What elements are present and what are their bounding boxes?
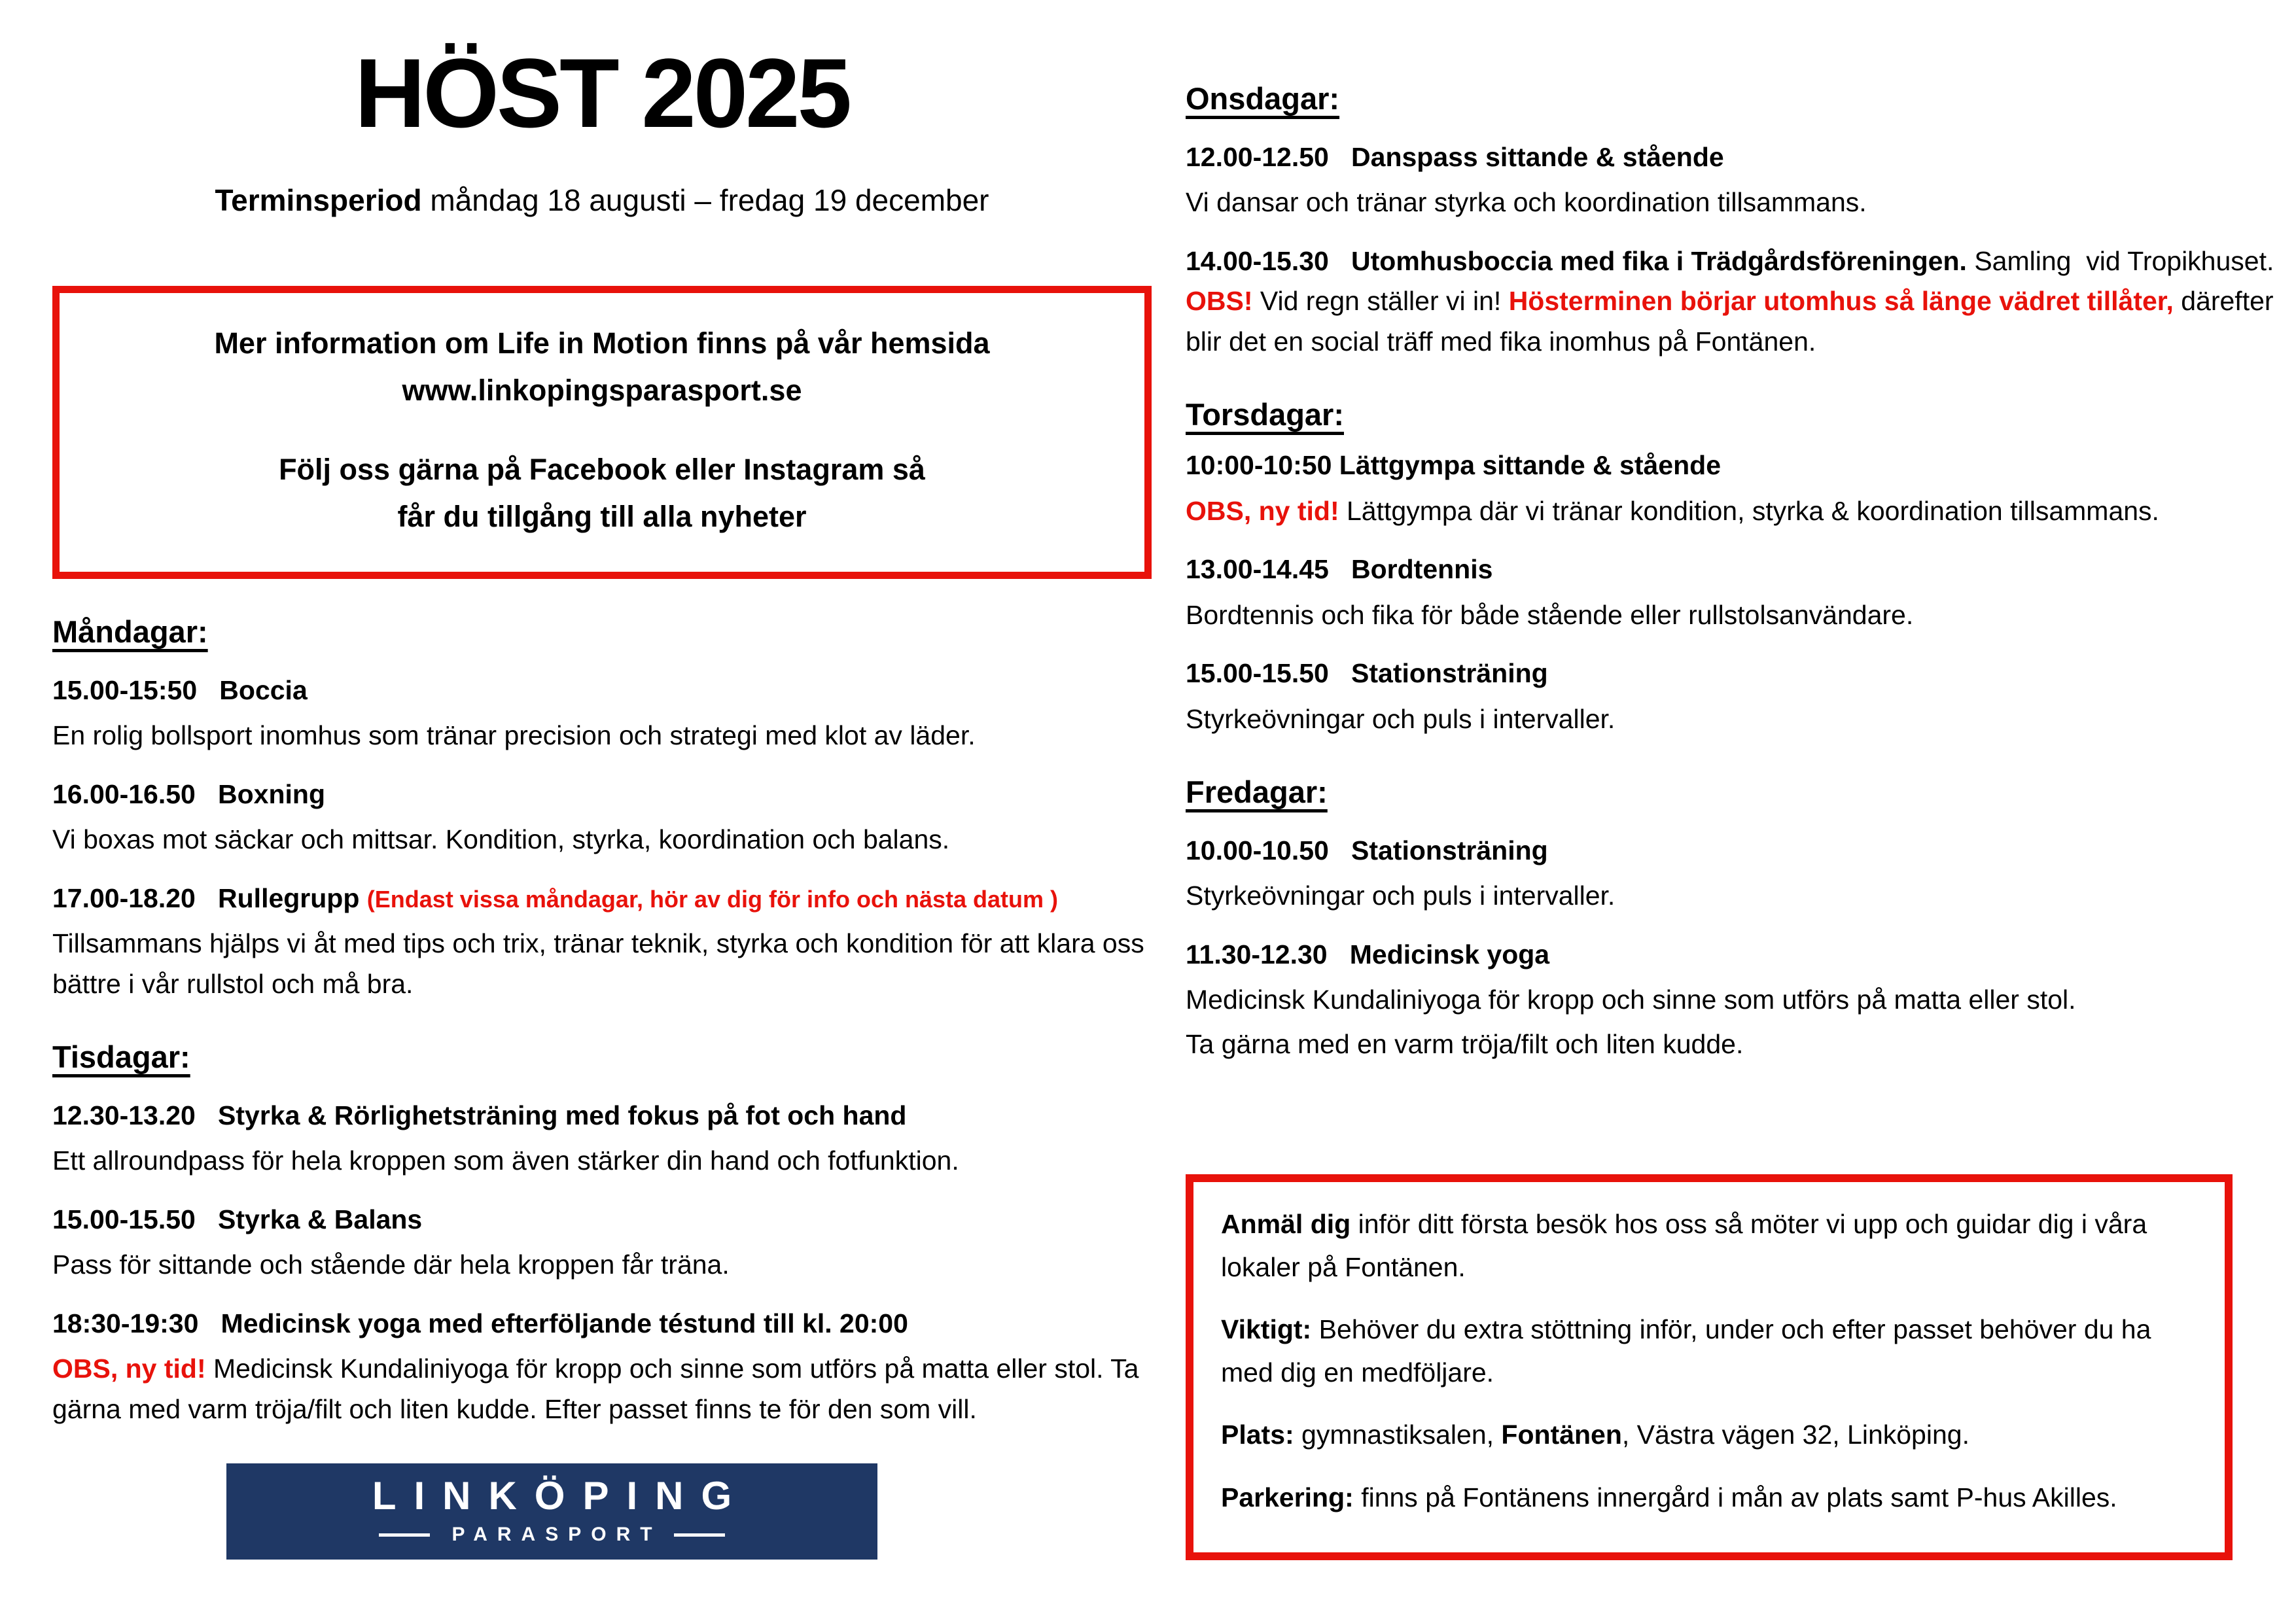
- signup-box: [1186, 1174, 2233, 1560]
- heading-thursday: Torsdagar:: [1186, 397, 1344, 432]
- heading-monday: Måndagar:: [52, 614, 208, 649]
- signup-register-text: inför ditt första besök hos oss så möter vi upp och guidar dig i våra lokaler på Fontänen.: [1221, 1209, 2155, 1282]
- wednesday-entry-2-red-note: Hösterminen börjar utomhus så länge vädret tillåter,: [1508, 286, 2174, 317]
- thursday-entry-2-head: 13.00-14.45 Bordtennis: [1186, 554, 1493, 585]
- wednesday-entry-1-head: 12.00-12.50 Danspass sittande & stående: [1186, 141, 1724, 172]
- term-label: Terminsperiod: [215, 183, 422, 217]
- term-period: [52, 181, 1152, 220]
- logo-dash-left: [379, 1533, 430, 1537]
- heading-wednesday: Onsdagar:: [1186, 81, 1340, 116]
- signup-important: [1221, 1308, 2197, 1394]
- monday-entry-3-desc: Tillsammans hjälps vi åt med tips och trix, tränar teknik, styrka och kondition för att klara oss bättre i vår rullstol och må bra.: [52, 928, 1152, 999]
- monday-entry-2-desc: Vi boxas mot säckar och mittsar. Kondition, styrka, koordination och balans.: [52, 824, 950, 855]
- signup-parking: [1221, 1476, 2197, 1520]
- obs-label: OBS!: [1186, 286, 1253, 317]
- wednesday-entry-1-desc: Vi dansar och tränar styrka och koordination tillsammans.: [1186, 187, 1867, 218]
- wednesday-entry-2-text-3: därefter blir det en social träff med fika inomhus på Fontänen.: [1186, 286, 2281, 357]
- wednesday-entry-2: [1186, 241, 2285, 362]
- friday-entry-2-desc-line-2: Ta gärna med en varm tröja/filt och liten kudde.: [1186, 1028, 1744, 1059]
- signup-register: [1221, 1203, 2197, 1289]
- signup-location-text-2: , Västra vägen 32, Linköping.: [1621, 1420, 1969, 1450]
- wednesday-entry-2-head: 14.00-15.30 Utomhusboccia med fika i Trädgårdsföreningen.: [1186, 245, 1967, 276]
- thursday-entry-1-desc: [1186, 491, 2285, 532]
- page-title: HÖST 2025: [354, 38, 850, 148]
- thursday-entry-3-desc: Styrkeövningar och puls i intervaller.: [1186, 703, 1616, 734]
- tuesday-entry-3-head: 18:30-19:30 Medicinsk yoga med efterföljande téstund till kl. 20:00: [52, 1308, 908, 1338]
- obs-ny-tid-label: OBS, ny tid!: [52, 1353, 206, 1384]
- friday-entry-1-head: 10.00-10.50 Stationsträning: [1186, 835, 1548, 865]
- logo-parasport-label: PARASPORT: [451, 1524, 662, 1545]
- tuesday-entry-3-desc-text: Medicinsk Kundaliniyoga för kropp och sinne som utförs på matta eller stol. Ta gärna med varm tröja/filt och liten kudde. Efter passet finns te för den som vill.: [52, 1353, 1146, 1424]
- obs-ny-tid-label: OBS, ny tid!: [1186, 495, 1339, 526]
- term-dates: måndag 18 augusti – fredag 19 december: [421, 183, 989, 217]
- info-line-4: får du tillgång till alla nyheter: [397, 500, 807, 534]
- thursday-entry-1-desc-text: Lättgympa där vi tränar kondition, styrka & koordination tillsammans.: [1339, 495, 2159, 526]
- friday-entry-2-head: 11.30-12.30 Medicinsk yoga: [1186, 939, 1550, 969]
- heading-tuesday: Tisdagar:: [52, 1039, 190, 1075]
- wednesday-entry-2-text-2: Vid regn ställer vi in!: [1252, 286, 1509, 317]
- friday-entry-2-desc-line-1: Medicinsk Kundaliniyoga för kropp och sinne som utförs på matta eller stol.: [1186, 985, 2076, 1015]
- tuesday-entry-2-desc: Pass för sittande och stående där hela kroppen får träna.: [52, 1249, 730, 1280]
- tuesday-entry-1-head: 12.30-13.20 Styrka & Rörlighetsträning med fokus på fot och hand: [52, 1100, 907, 1130]
- monday-entry-2-head: 16.00-16.50 Boxning: [52, 778, 326, 809]
- wednesday-entry-2-text-1: Samling vid Tropikhuset.: [1966, 245, 2282, 276]
- monday-entry-3-head: [52, 879, 1152, 919]
- tuesday-entry-2-head: 15.00-15.50 Styrka & Balans: [52, 1204, 423, 1234]
- monday-entry-3-note: (Endast vissa måndagar, hör av dig för info och nästa datum ): [366, 885, 1058, 913]
- thursday-entry-3-head: 15.00-15.50 Stationsträning: [1186, 658, 1548, 689]
- info-line-1: Mer information om Life in Motion finns på vår hemsida: [214, 326, 990, 360]
- signup-location: [1221, 1414, 2197, 1457]
- info-line-3: Följ oss gärna på Facebook eller Instagram så: [279, 452, 925, 486]
- info-website: www.linkopingsparasport.se: [402, 374, 802, 408]
- logo-dash-right: [674, 1533, 725, 1537]
- monday-entry-1-head: 15.00-15:50 Boccia: [52, 674, 308, 705]
- linkoping-parasport-logo: [226, 1463, 877, 1560]
- signup-location-venue: Fontänen: [1501, 1420, 1622, 1450]
- signup-important-text: Behöver du extra stöttning inför, under och efter passet behöver du ha med dig en medföljare.: [1221, 1314, 2159, 1387]
- signup-important-label: Viktigt:: [1221, 1314, 1312, 1345]
- thursday-entry-1-head: 10:00-10:50 Lättgympa sittande & stående: [1186, 450, 1721, 481]
- signup-register-label: Anmäl dig: [1221, 1209, 1351, 1239]
- monday-entry-1-desc: En rolig bollsport inomhus som tränar precision och strategi med klot av läder.: [52, 720, 976, 751]
- signup-location-label: Plats:: [1221, 1420, 1294, 1450]
- thursday-entry-2-desc: Bordtennis och fika för både stående eller rullstolsanvändare.: [1186, 599, 1914, 630]
- logo-city-name: LINKÖPING: [372, 1474, 750, 1518]
- info-box: [52, 286, 1152, 579]
- logo-subtitle-row: [226, 1524, 877, 1546]
- heading-friday: Fredagar:: [1186, 775, 1328, 810]
- friday-entry-1-desc: Styrkeövningar och puls i intervaller.: [1186, 881, 1616, 911]
- signup-parking-label: Parkering:: [1221, 1482, 1354, 1512]
- left-column: [52, 14, 1152, 1448]
- tuesday-entry-3-desc: [52, 1349, 1152, 1429]
- signup-parking-text: finns på Fontänens innergård i mån av plats samt P-hus Akilles.: [1353, 1482, 2117, 1512]
- signup-location-text-1: gymnastiksalen,: [1294, 1420, 1502, 1450]
- right-column: [1186, 20, 2285, 1083]
- tuesday-entry-1-desc: Ett allroundpass för hela kroppen som även stärker din hand och fotfunktion.: [52, 1145, 959, 1176]
- monday-entry-3-time-title: 17.00-18.20 Rullegrupp: [52, 882, 367, 913]
